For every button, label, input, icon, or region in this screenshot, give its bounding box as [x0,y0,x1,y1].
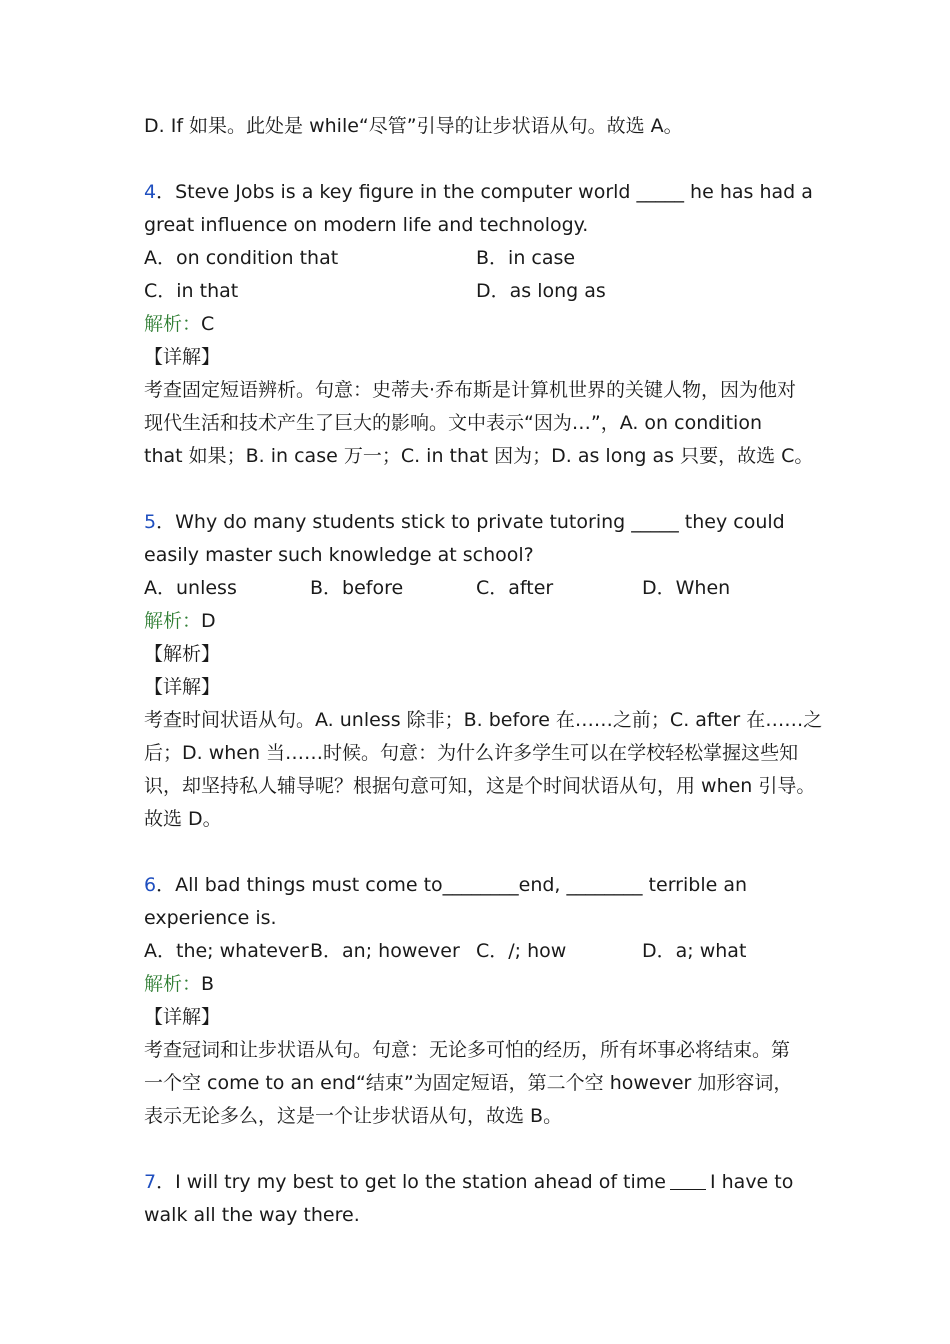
explanation-line: 故选 D。 [144,808,222,830]
answer-line [144,308,814,341]
answer-line [144,968,814,1001]
stem-continuation: walk all the way there. [144,1204,360,1226]
detail-heading: 【详解】 [144,1006,221,1028]
detail-heading: 【详解】 [144,676,221,698]
answer-value: D [201,610,216,632]
option-b: B．before [310,577,404,599]
question-stem [144,506,814,539]
explanation-line: 识，却坚持私人辅导呢？根据句意可知，这是个时间状语从句，用 when 引导。 [144,775,816,797]
option-d: D．a; what [642,940,747,962]
option-c: C．after [476,577,554,599]
stem-text: All bad things must come to________end, ________ terrible an [175,874,748,896]
option-a: A．unless [144,577,237,599]
number-separator: ． [156,181,176,203]
question-stem [144,869,814,902]
option-b: B．an; however [310,940,460,962]
option-a: A．the; whatever [144,940,309,962]
number-separator: ． [156,1171,176,1193]
question-6 [144,869,814,1133]
stem-text: I will try my best to get lo the station ahead of time [175,1171,666,1193]
stem-text: Why do many students stick to private tutoring _____ they could [175,511,785,533]
option-d: D．When [642,577,731,599]
option-row [144,935,814,968]
explanation-line: 考查冠词和让步状语从句。句意：无论多可怕的经历，所有坏事必将结束。第 [144,1039,791,1061]
explanation-line: 表示无论多么，这是一个让步状语从句，故选 B。 [144,1105,563,1127]
question-number: 4 [144,181,157,203]
question-7 [144,1166,814,1232]
number-separator: ． [156,511,176,533]
explanation-line: 考查固定短语辨析。句意：史蒂夫·乔布斯是计算机世界的关键人物，因为他对 [144,379,797,401]
explanation-line: 一个空 come to an end“结束”为固定短语，第二个空 however 加形容词， [144,1072,793,1094]
detail-heading: 【详解】 [144,346,221,368]
explanation-line: 后；D. when 当……时候。句意：为什么许多学生可以在学校轻松掌握这些知 [144,742,799,764]
answer-value: B [201,973,215,995]
option-a: A．on condition that [144,247,339,269]
question-number: 7 [144,1171,157,1193]
question-5 [144,506,823,836]
option-c: C．/; how [476,940,567,962]
answer-label: 解析： [144,973,202,995]
option-row [144,242,814,275]
question-stem [144,176,814,209]
question-4 [144,176,814,473]
explanation-line: that 如果；B. in case 万一；C. in that 因为；D. as long as 只要，故选 C。 [144,445,814,467]
answer-line [144,605,814,638]
stem-continuation: great influence on modern life and technology. [144,214,589,236]
answer-label: 解析： [144,610,202,632]
document-page [144,110,823,1232]
question-number: 5 [144,511,157,533]
option-d: D．as long as [476,280,606,302]
stem-text: Steve Jobs is a key figure in the computer world _____ he has had a [175,181,813,203]
answer-blank [670,1171,706,1190]
answer-value: C [201,313,215,335]
option-row [144,572,814,605]
stem-continuation: easily master such knowledge at school? [144,544,534,566]
previous-explanation-tail: D. If 如果。此处是 while“尽管”引导的让步状语从句。故选 A。 [144,115,683,137]
option-b: B．in case [476,247,576,269]
stem-text-cont: I have to [709,1171,794,1193]
explanation-line: 考查时间状语从句。A. unless 除非；B. before 在……之前；C. after 在……之 [144,709,823,731]
analysis-heading: 【解析】 [144,643,221,665]
question-number: 6 [144,874,157,896]
answer-label: 解析： [144,313,202,335]
number-separator: ． [156,874,176,896]
explanation-line: 现代生活和技术产生了巨大的影响。文中表示“因为…”，A. on condition [144,412,762,434]
option-row [144,275,814,308]
question-stem [144,1166,814,1199]
stem-continuation: experience is. [144,907,277,929]
option-c: C．in that [144,280,239,302]
